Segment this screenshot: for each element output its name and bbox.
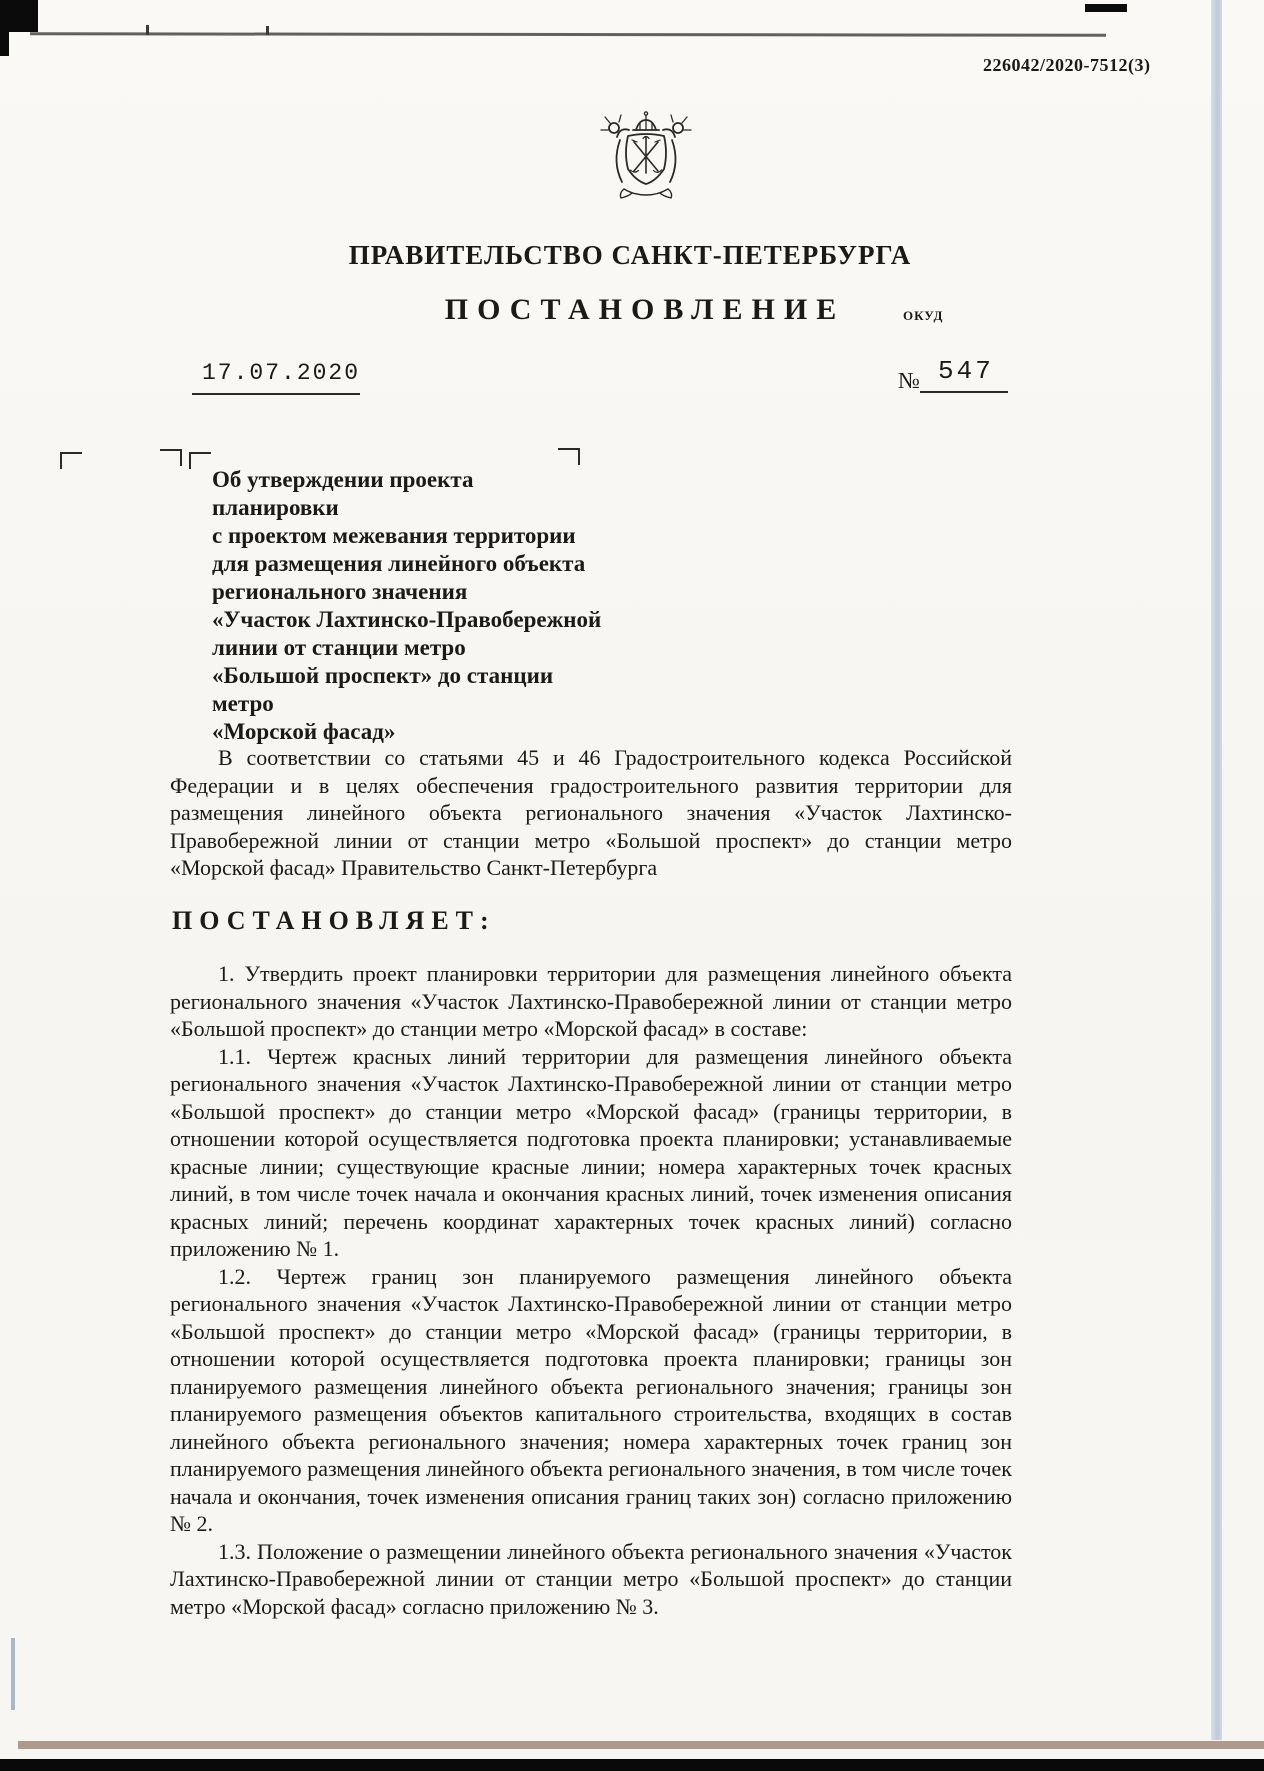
okud-label: ОКУД: [903, 308, 944, 323]
scan-artifact-top-right-dash: [1085, 4, 1127, 12]
scan-artifact-tick: [146, 25, 149, 35]
scan-artifact-bottom-paper-edge: [18, 1741, 1264, 1749]
clause-paragraph: 1.2. Чертеж границ зон планируемого размещения линейного объекта регионального значения «Участок Лахтинско-Правобережной линии от станции метро «Большой проспект» до станции метро «Морской фасад» (границы территории, в отношении которой осуществляется подготовка проекта планировки; границы зон планируемого размещения линейного объекта регионального значения; границы зон планируемого размещения объектов капитального строительства, входящих в состав линейного объекта регионального значения; номера характерных точек границ зон планируемого размещения линейного объекта регионального значения, в том числе точек начала и окончания, точек изменения описания границ таких зон) согласно приложению № 2.: [170, 1263, 1012, 1536]
date-underline: [192, 393, 360, 395]
government-name-heading: ПРАВИТЕЛЬСТВО САНКТ-ПЕТЕРБУРГА: [348, 240, 912, 270]
subject-line: с проектом межевания территории: [212, 523, 576, 548]
preamble-paragraph: В соответствии со статьями 45 и 46 Градостроительного кодекса Российской Федерации и в целях обеспечения градостроительного развития территории для размещения линейного объекта регионального значения «Участок Лахтинско-Правобережной линии от станции метро «Большой проспект» до станции метро «Морской фасад» Правительство Санкт-Петербурга: [170, 745, 1012, 880]
subject-line: «Большой проспект» до станции метро: [212, 663, 554, 716]
document-date: 17.07.2020: [202, 360, 361, 386]
subject-block: [212, 466, 602, 746]
subject-line: Об утверждении проекта планировки: [212, 467, 474, 520]
subject-line: линии от станции метро: [212, 635, 466, 660]
corner-mark: [558, 448, 580, 465]
number-sign: №: [898, 368, 920, 393]
clause-paragraph: 1.3. Положение о размещении линейного объекта регионального значения «Участок Лахтинско-Правобережной линии от станции метро «Большой проспект» до станции метро «Морской фасад» согласно приложению № 3.: [170, 1538, 1012, 1619]
clause-paragraph: 1. Утвердить проект планировки территории для размещения линейного объекта регионального значения «Участок Лахтинско-Правобережной линии от станции метро «Большой проспект» до станции метро «Морской фасад» в составе:: [170, 961, 1012, 1041]
scan-artifact-left-edge: [0, 0, 9, 56]
resolution-heading: ПОСТАНОВЛЯЕТ:: [172, 906, 496, 935]
coat-of-arms-icon: [586, 110, 706, 221]
subject-line: «Морской фасад»: [212, 719, 396, 744]
corner-mark: [160, 449, 182, 466]
preamble-section: [170, 744, 1012, 882]
reference-number: 226042/2020-7512(3): [983, 55, 1151, 75]
scan-artifact-tick: [266, 26, 269, 35]
clause-paragraph: 1.1. Чертеж красных линий территории для размещения линейного объекта регионального значения «Участок Лахтинско-Правобережной линии от станции метро «Большой проспект» до станции метро «Морской фасад» (границы территории, в отношении которой осуществляется подготовка проекта планировки; устанавливаемые красные линии; существующие красные линии; номера характерных точек красных линий, в том числе точек начала и окончания красных линий, точек изменения описания красных линий; перечень координат характерных точек красных линий) согласно приложению № 1.: [170, 1043, 1012, 1261]
scan-artifact-right-paper-edge: [1211, 0, 1222, 1740]
subject-line: «Участок Лахтинско-Правобережной: [212, 607, 602, 632]
scan-artifact-bottom-bar: [0, 1759, 1264, 1771]
scan-artifact-top-edge-line: [30, 32, 1106, 37]
corner-mark: [60, 452, 82, 469]
document-number: 547: [938, 356, 994, 386]
subject-line: для размещения линейного объекта: [212, 551, 586, 576]
document-type-heading: ПОСТАНОВЛЕНИЕ: [444, 293, 846, 326]
number-underline: [920, 391, 1008, 393]
corner-mark: [189, 452, 211, 469]
subject-line: регионального значения: [212, 579, 468, 604]
clauses-section: [170, 960, 1012, 1620]
scan-artifact-bottom-left-line: [11, 1638, 15, 1710]
